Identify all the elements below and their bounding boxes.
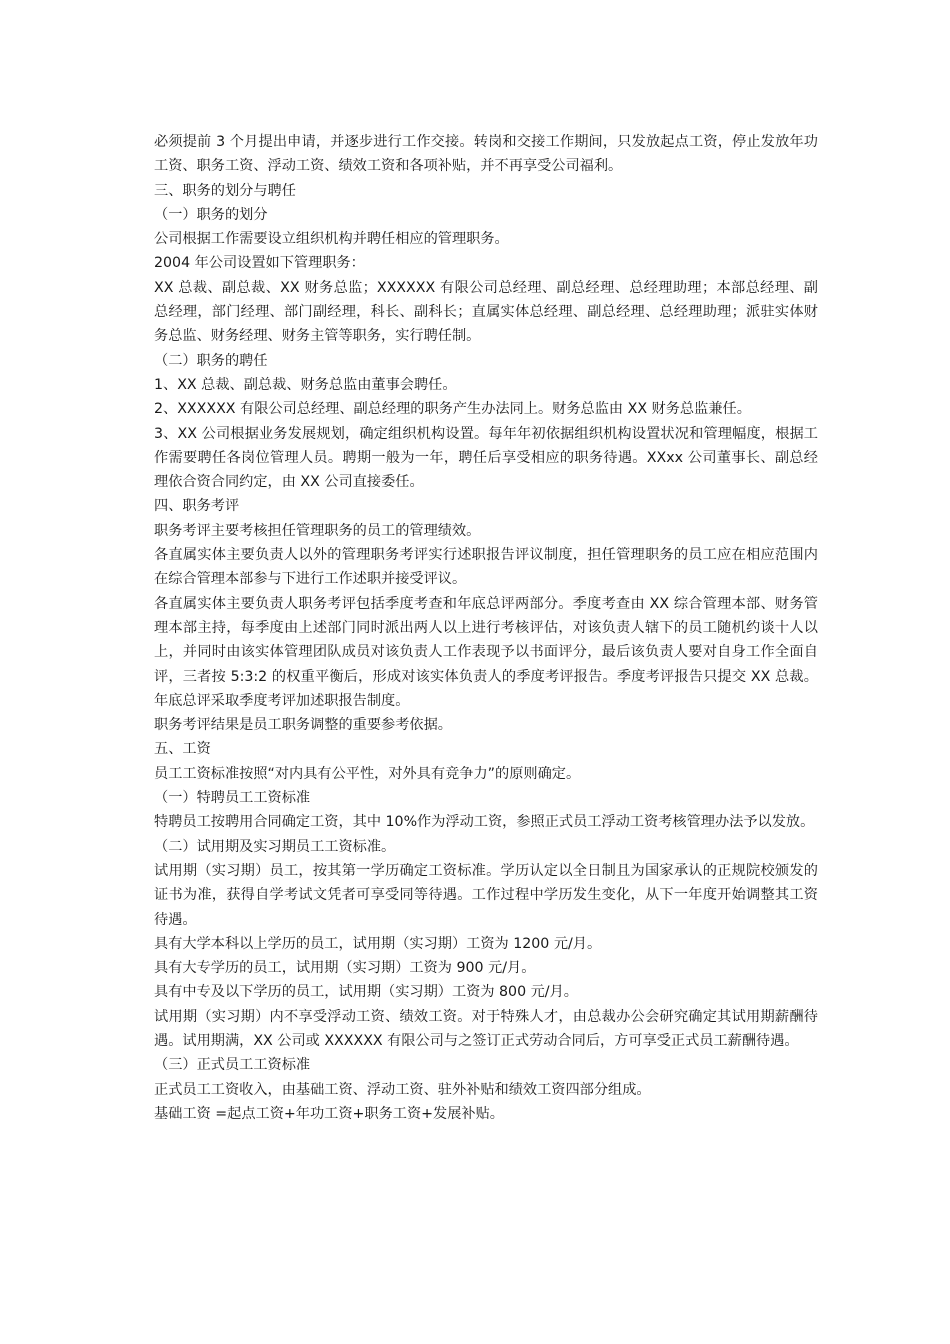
heading-section-3: 三、职务的划分与聘任	[154, 182, 296, 199]
paragraph: 试用期（实习期）内不享受浮动工资、绩效工资。对于特殊人才，由总裁办公会研究确定其试用期薪酬待遇。试用期满，XX 公司或 XXXXXX 有限公司与之签订正式劳动合同后，方可享受正式员工薪酬待遇。	[154, 1008, 818, 1049]
paragraph: 试用期（实习期）员工，按其第一学历确定工资标准。学历认定以全日制且为国家承认的正规院校颁发的证书为准，获得自学考试文凭者可享受同等待遇。工作过程中学历发生变化，从下一年度开始调整其工资待遇。	[154, 862, 818, 928]
paragraph: 基础工资 =起点工资+年功工资+职务工资+发展补贴。	[154, 1105, 504, 1122]
paragraph: 职务考评结果是员工职务调整的重要参考依据。	[154, 717, 452, 734]
document-page	[154, 130, 818, 1126]
heading-section-4: 四、职务考评	[154, 498, 240, 515]
list-item: 2、XXXXXX 有限公司总经理、副总经理的职务产生办法同上。财务总监由 XX 财务总监兼任。	[154, 401, 751, 418]
subheading-5-3: （三）正式员工工资标准	[154, 1057, 311, 1074]
paragraph-resignation-handover: 必须提前 3 个月提出申请，并逐步进行工作交接。转岗和交接工作期间，只发放起点工资，停止发放年功工资、职务工资、浮动工资、绩效工资和各项补贴，并不再享受公司福利。	[154, 134, 818, 175]
paragraph: 职务考评主要考核担任管理职务的员工的管理绩效。	[154, 522, 481, 539]
paragraph: 各直属实体主要负责人以外的管理职务考评实行述职报告评议制度，担任管理职务的员工应在相应范围内在综合管理本部参与下进行工作述职并接受评议。	[154, 547, 818, 588]
subheading-5-1: （一）特聘员工工资标准	[154, 790, 311, 807]
paragraph: 特聘员工按聘用合同确定工资，其中 10%作为浮动工资，参照正式员工浮动工资考核管理办法予以发放。	[154, 814, 815, 831]
paragraph: 具有大学本科以上学历的员工，试用期（实习期）工资为 1200 元/月。	[154, 935, 602, 952]
paragraph: 具有大专学历的员工，试用期（实习期）工资为 900 元/月。	[154, 960, 536, 977]
heading-section-5: 五、工资	[154, 741, 211, 758]
paragraph: 2004 年公司设置如下管理职务：	[154, 255, 365, 272]
list-item: 1、XX 总裁、副总裁、财务总监由董事会聘任。	[154, 376, 457, 393]
paragraph: 公司根据工作需要设立组织机构并聘任相应的管理职务。	[154, 231, 509, 248]
paragraph: 员工工资标准按照“对内具有公平性，对外具有竞争力”的原则确定。	[154, 765, 581, 782]
subheading-3-1: （一）职务的划分	[154, 206, 268, 223]
subheading-5-2: （二）试用期及实习期员工工资标准。	[154, 838, 396, 855]
subheading-3-2: （二）职务的聘任	[154, 352, 268, 369]
paragraph: 具有中专及以下学历的员工，试用期（实习期）工资为 800 元/月。	[154, 984, 578, 1001]
paragraph: 各直属实体主要负责人职务考评包括季度考查和年底总评两部分。季度考查由 XX 综合管理本部、财务管理本部主持，每季度由上述部门同时派出两人以上进行考核评估，对该负责人辖下的员工随机约谈十人以上，并同时由该实体管理团队成员对该负责人工作表现予以书面评分，最后该负责人要对自身工作全面自评，三者按 5:3:2 的权重平衡后，形成对该实体负责人的季度考评报告。季度考评报告只提交 XX 总裁。年底总评采取季度考评加述职报告制度。	[154, 595, 818, 709]
paragraph-management-positions: XX 总裁、副总裁、XX 财务总监；XXXXXX 有限公司总经理、副总经理、总经理助理；本部总经理、副总经理，部门经理、部门副经理，科长、副科长；直属实体总经理、副总经理、总经理助理；派驻实体财务总监、财务经理、财务主管等职务，实行聘任制。	[154, 279, 818, 345]
list-item: 3、XX 公司根据业务发展规划，确定组织机构设置。每年年初依据组织机构设置状况和管理幅度，根据工作需要聘任各岗位管理人员。聘期一般为一年，聘任后享受相应的职务待遇。XXxx 公司董事长、副总经理依合资合同约定，由 XX 公司直接委任。	[154, 425, 818, 491]
paragraph: 正式员工工资收入，由基础工资、浮动工资、驻外补贴和绩效工资四部分组成。	[154, 1081, 651, 1098]
